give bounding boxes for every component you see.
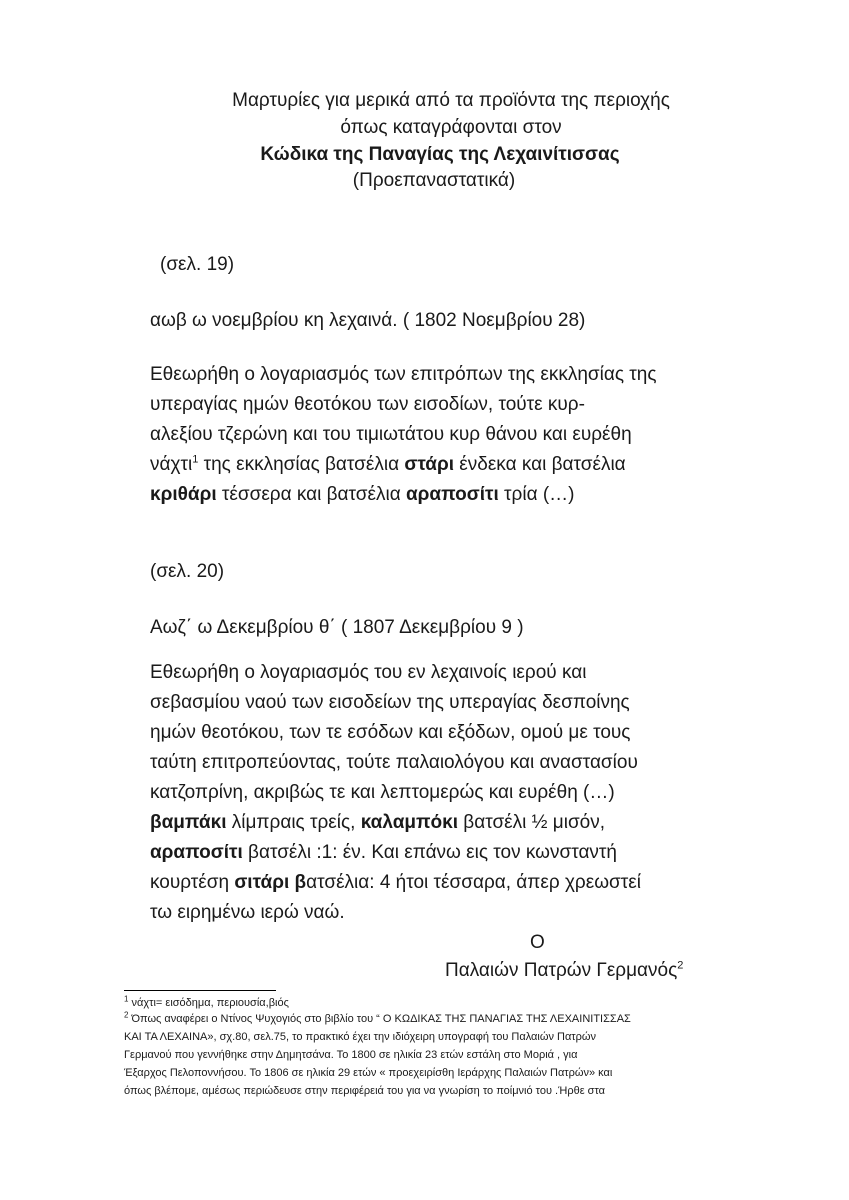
word-nachti: νάχτι bbox=[150, 454, 193, 475]
text-segment: ατσέλια: 4 ήτοι τέσσαρα, άπερ χρεωστεί bbox=[306, 872, 641, 893]
entry2-line-3: ημών θεοτόκου, των τε εσόδων και εξόδων, ομού με τους bbox=[150, 722, 631, 743]
entry2-line-7 bbox=[150, 838, 730, 868]
entry1-line-2: υπεραγίας ημών θεοτόκου των εισοδίων, τούτε κυρ- bbox=[150, 394, 585, 415]
entry1-date-line: αωβ ω νοεμβρίου κη λεχαινά. ( 1802 Νοεμβρίου 28) bbox=[150, 310, 586, 331]
footnote-2-line-1: Όπως αναφέρει ο Ντίνος Ψυχογιός στο βιβλίο του “ Ο ΚΩΔΙΚΑΣ ΤΗΣ ΠΑΝΑΓΙΑΣ ΤΗΣ ΛΕΧΑΙΝΙΤΙΣΣΑΣ bbox=[128, 1013, 631, 1025]
entry2-line-9: τω ειρημένω ιερώ ναώ. bbox=[150, 902, 345, 923]
entry1-line-4 bbox=[150, 450, 730, 480]
entry1-paragraph bbox=[150, 360, 730, 510]
entry2-paragraph bbox=[150, 658, 730, 928]
entry2-line-1: Εθεωρήθη ο λογαριασμός του εν λεχαινοίς ιερού και bbox=[150, 662, 587, 683]
text-segment: βατσέλι :1: έν. Και επάνω εις τον κωνσταντή bbox=[242, 842, 618, 863]
footnote-divider bbox=[124, 990, 276, 991]
entry1-page-ref: (σελ. 19) bbox=[160, 254, 235, 275]
header-subtitle: (Προεπαναστατικά) bbox=[352, 170, 516, 191]
entry1-line-3: αλεξίου τζερώνη και του τιμιωτάτου κυρ θάνου και ευρέθη bbox=[150, 424, 632, 445]
footnote-2 bbox=[124, 1010, 724, 1100]
entry2-date-line: Αωζ΄ ω Δεκεμβρίου θ΄ ( 1807 Δεκεμβρίου 9 ) bbox=[150, 617, 524, 638]
bold-stari: στάρι bbox=[404, 454, 455, 475]
text-segment: ένδεκα και βατσέλια bbox=[454, 454, 626, 475]
footnote-ref-2: 2 bbox=[677, 959, 684, 972]
footnote-2-line-5: όπως βλέπομε, αμέσως περιώδευσε στην περιφέρειά του για να γνωρίση το ποίμνιό του .Ήρθε στα bbox=[124, 1085, 605, 1097]
bold-krithari: κριθάρι bbox=[150, 484, 217, 505]
entry2-page-ref: (σελ. 20) bbox=[150, 561, 225, 582]
entry2-line-8 bbox=[150, 868, 730, 898]
header-line-1: Μαρτυρίες για μερικά από τα προϊόντα της περιοχής bbox=[232, 90, 670, 111]
footnote-2-line-4: Έξαρχος Πελοποννήσου. Το 1806 σε ηλικία 29 ετών « προεχειρίσθη Ιεράρχης Παλαιών Πατρών» και bbox=[124, 1067, 613, 1079]
bold-araposiți: αραποσίτι bbox=[150, 842, 243, 863]
entry2-line-6 bbox=[150, 808, 730, 838]
text-segment: της εκκλησίας βατσέλια bbox=[198, 454, 405, 475]
signature-name bbox=[445, 958, 683, 984]
header-line-2: όπως καταγράφονται στον bbox=[340, 117, 562, 138]
footnote-1-number: 1 bbox=[124, 994, 129, 1004]
footnote-2-line-2: ΚΑΙ ΤΑ ΛΕΧΑΙΝΑ», σχ.80, σελ.75, το πρακτικό έχει την ιδιόχειρη υπογραφή του Παλαιών Πατρών bbox=[124, 1031, 596, 1043]
text-segment: τρία (…) bbox=[498, 484, 575, 505]
text-segment: τέσσερα και βατσέλια bbox=[216, 484, 406, 505]
bold-araposiți: αραποσίτι bbox=[405, 484, 499, 505]
bold-vampaki: βαμπάκι bbox=[150, 812, 227, 833]
signature-name-text: Παλαιών Πατρών Γερμανός bbox=[445, 960, 678, 981]
entry1-line-5 bbox=[150, 480, 730, 510]
entry1-line-1: Εθεωρήθη ο λογαριασμός των επιτρόπων της εκκλησίας της bbox=[150, 364, 657, 385]
entry2-line-2: σεβασμίου ναού των εισοδείων της υπεραγίας δεσποίνης bbox=[150, 692, 630, 713]
text-segment: κουρτέση bbox=[150, 872, 235, 893]
footnote-1-text: νάχτι= εισόδημα, περιουσία,βιός bbox=[128, 997, 289, 1009]
footnote-2-line-3: Γερμανού που γεννήθηκε στην Δημητσάνα. Το 1800 σε ηλικία 23 ετών εστάλη στο Μοριά , για bbox=[124, 1049, 578, 1061]
footnote-ref-1: 1 bbox=[192, 453, 199, 466]
bold-kalampoki: καλαμπόκι bbox=[360, 812, 459, 833]
entry2-line-5: κατζοπρίνη, ακριβώς τε και λεπτομερώς και ευρέθη (…) bbox=[150, 782, 615, 803]
bold-sitari: σιτάρι β bbox=[234, 872, 307, 893]
entry2-line-4: ταύτη επιτροπεύοντας, τούτε παλαιολόγου και αναστασίου bbox=[150, 752, 638, 773]
text-segment: λίμπραις τρείς, bbox=[226, 812, 361, 833]
footnote-2-number: 2 bbox=[124, 1010, 129, 1020]
header-title: Κώδικα της Παναγίας της Λεχαινίτισσας bbox=[260, 144, 620, 165]
signature-article: Ο bbox=[530, 932, 545, 953]
text-segment: βατσέλι ½ μισόν, bbox=[458, 812, 606, 833]
